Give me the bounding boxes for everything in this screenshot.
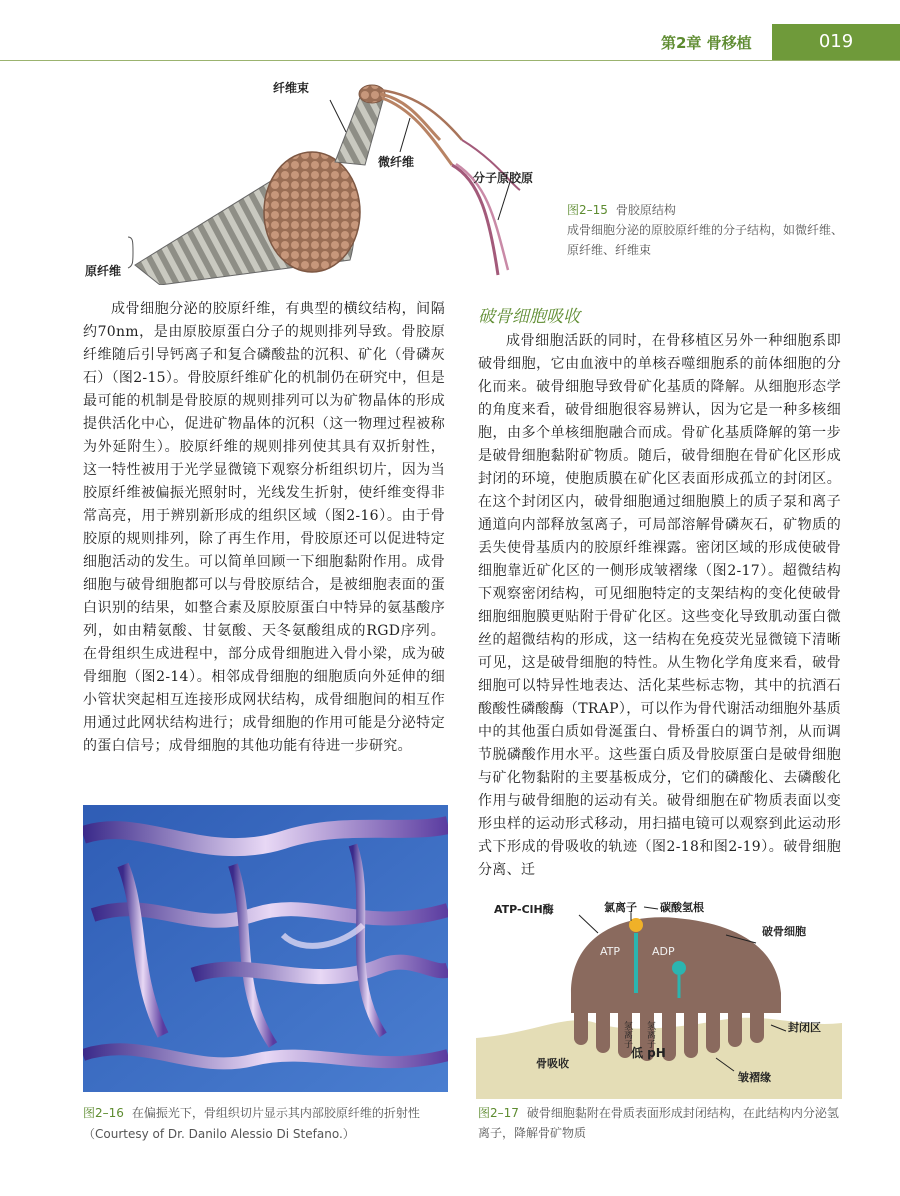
left-column-paragraph: 成骨细胞分泌的胶原纤维，有典型的横纹结构，间隔约70nm，是由原胶原蛋白分子的规则排列导致。骨胶原纤维随后引导钙离子和复合磷酸盐的沉积、矿化（骨磷灰石）（图2-15）。骨胶原纤维矿化的机制仍在研究中，但是最可能的机制是骨胶原的规则排列可以为矿物晶体的形成提供活化中心，促进矿物晶体的沉积（这一物理过程被称为外延附生）。胶原纤维的规则排列使其具有双折射性，这一特性被用于光学显微镜下观察分析组织切片，因为当胶原纤维被偏振光照射时，光线发生折射，使纤维变得非常高亮，用于辨别新形成的组织区域（图2-16）。由于骨胶原的规则排列，除了再生作用，骨胶原还可以促进特定细胞活动的发生。可以简单回顾一下细胞黏附作用。成骨细胞与破骨细胞都可以与骨胶原结合，是被细胞表面的蛋白识别的结果，如整合素及原胶原蛋白中特异的氨基酸序列，如由精氨酸、甘氨酸、天冬氨酸组成的RGD序列。在骨组织生成进程中，部分成骨细胞进入骨小梁，成为破骨细胞（图2-14）。相邻成骨细胞的细胞质向外延伸的细小管状突起相互连接形成网状结构，成骨细胞间的相互作用通过此网状结构进行；成骨细胞的作用可能是分泌特定的蛋白信号；成骨细胞的其他功能有待进一步研究。 <box>83 301 445 754</box>
label-molecular-collagen: 分子原胶原 <box>473 171 534 185</box>
polarized-light-micrograph <box>83 805 448 1092</box>
fig17-caption-text: 破骨细胞黏附在骨质表面形成封闭结构，在此结构内分泌氢离子，降解骨矿物质 <box>478 1106 839 1140</box>
page-number: 019 <box>818 31 854 52</box>
fig17-caption-number: 图2–17 <box>478 1106 519 1120</box>
label-atp-enzyme: ATP-ClH酶 <box>494 903 554 916</box>
label-low-ph: 低 pH <box>631 1046 666 1060</box>
label-fibril: 原纤维 <box>85 264 122 278</box>
label-fiber-bundle: 纤维束 <box>273 81 310 95</box>
fig15-caption <box>567 200 849 260</box>
collagen-structure-figure <box>80 70 560 285</box>
fibril-cross-section <box>264 152 360 272</box>
fig15-caption-title: 骨胶原结构 <box>615 203 676 217</box>
label-resorption: 骨吸收 <box>536 1057 569 1070</box>
label-sealed-zone: 封闭区 <box>788 1021 821 1034</box>
fig15-caption-text: 成骨细胞分泌的原胶原纤维的分子结构，如微纤维、原纤维、纤维束 <box>567 223 844 257</box>
label-osteoclast: 破骨细胞 <box>762 925 806 938</box>
fig16-credit: （Courtesy of Dr. Danilo Alessio Di Stefano.） <box>83 1127 355 1141</box>
section-title: 破骨细胞吸收 <box>478 307 580 327</box>
label-hydrogen-1: 氢离子 <box>622 1021 632 1048</box>
osteoclast-diagram <box>476 893 842 1099</box>
label-bicarbonate: 碳酸氢根 <box>660 901 704 914</box>
fig17-caption <box>478 1103 841 1143</box>
fig16-caption <box>83 1103 448 1123</box>
label-hydrogen-2: 氢离子 <box>645 1021 655 1048</box>
label-chloride: 氯离子 <box>604 901 637 914</box>
label-microfibril: 微纤维 <box>378 155 415 169</box>
fig16-caption-number: 图2–16 <box>83 1106 124 1120</box>
label-ruffled-border: 皱褶缘 <box>738 1071 771 1084</box>
right-column-paragraph: 成骨细胞活跃的同时，在骨移植区另外一种细胞系即破骨细胞，它由血液中的单核吞噬细胞系的前体细胞的分化而来。破骨细胞导致骨矿化基质的降解。从细胞形态学的角度来看，破骨细胞很容易辨认，因为它是一种多核细胞，由多个单核细胞融合而成。骨矿化基质降解的第一步是破骨细胞黏附矿物质。随后，破骨细胞在骨矿化区形成封闭的环境，使胞质膜在矿化区表面形成孤立的封闭区。在这个封闭区内，破骨细胞通过细胞膜上的质子泵和离子通道向内部释放氢离子，可局部溶解骨磷灰石，矿物质的丢失使骨基质内的胶原纤维裸露。密闭区域的形成使破骨细胞靠近矿化区的一侧形成皱褶缘（图2-17）。超微结构下观察密闭结构，可见细胞特定的支架结构的变化使破骨细胞细胞膜更贴附于骨矿化区。这些变化导致肌动蛋白微丝的超微结构的形成，这一结构在免疫荧光显微镜下清晰可见，这是破骨细胞的特性。从生物化学角度来看，破骨细胞可以特异性地表达、活化某些标志物，其中的抗酒石酸酸性磷酸酶（TRAP），可以作为骨代谢活动细胞外基质中的其他蛋白质如骨涎蛋白、骨桥蛋白的调节剂，从而调节脱磷酸作用水平。这些蛋白质及骨胶原蛋白是破骨细胞与矿化物黏附的主要基板成分，它们的磷酸化、去磷酸化作用与破骨细胞的运动有关。破骨细胞在矿物质表面以变形虫样的运动形式移动，用扫描电镜可以观察到此运动形式下形成的骨吸收的轨迹（图2-18和图2-19）。破骨细胞分离、迁 <box>478 333 841 878</box>
label-atp: ATP <box>600 945 621 958</box>
header-rule <box>0 60 900 61</box>
fig16-caption-text: 在偏振光下，骨组织切片显示其内部胶原纤维的折射性 <box>131 1106 420 1120</box>
label-adp: ADP <box>652 945 675 958</box>
fig15-caption-number: 图2–15 <box>567 203 608 217</box>
chapter-title: 第2章 骨移植 <box>661 34 752 52</box>
